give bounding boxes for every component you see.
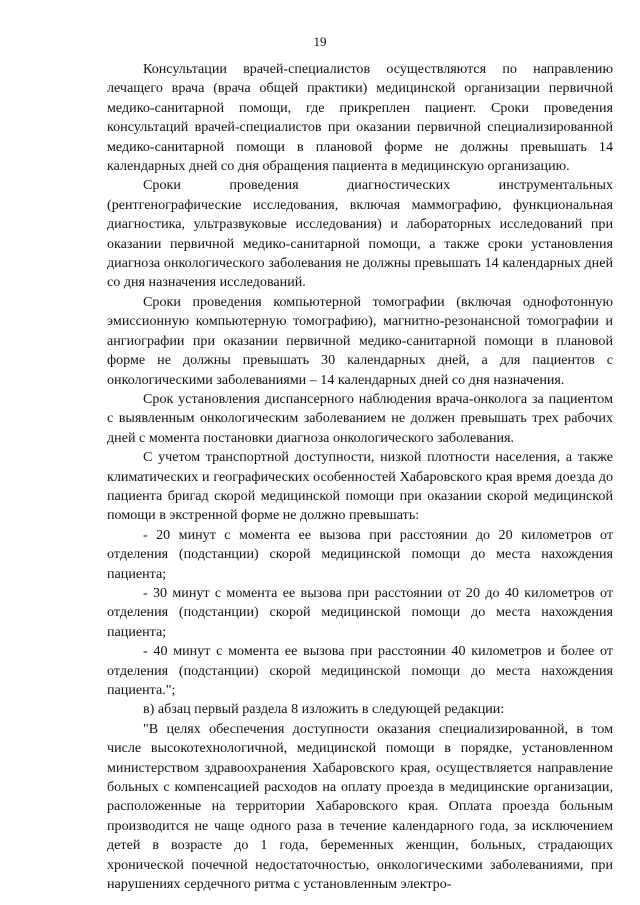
paragraph-oncologist-observation: Срок установления диспансерного наблюдения врача-онколога за пациентом с выявленным онкологическим заболеванием не должен превышать трех рабочих дней с момента постановки диагноза онкологического заболевания. xyxy=(107,390,613,446)
list-item-40-minutes: - 40 минут с момента ее вызова при расстоянии 40 километров и более от отделения (подстанции) скорой медицинской помощи до места нахождения пациента."; xyxy=(107,643,613,698)
paragraph-specialist-consultations: Консультации врачей-специалистов осуществляются по направлению лечащего врача (врача общей практики) медицинской организации первичной медико-санитарной помощи, где прикреплен пациент. Сроки проведения консультаций врачей-специалистов при оказании первичной специализированной медико-санитарной помощи в плановой форме не должны превышать 14 календарных дней со дня обращения пациента в медицинскую организацию. xyxy=(107,61,613,175)
list-item-20-minutes: - 20 минут с момента ее вызова при расстоянии до 20 километров от отделения (подстанции) скорой медицинской помощи до места нахождения пациента; xyxy=(107,526,613,582)
paragraph-specialized-care-travel: "В целях обеспечения доступности оказания специализированной, в том числе высокотехнологичной, медицинской помощи в порядке, установленном министерством здравоохранения Хабаровского края, осуществляется направление больных с компенсацией расходов на оплату проезда в медицинские организации, расположенные на территории Хабаровского края. Оплата проезда больным производится не чаще одного раза в течение календарного года, за исключением детей в возрасте до 1 года, беременных женщин, больных, страдающих хронической почечной недостаточностью, онкологическими заболеваниями, при нарушениях сердечного ритма с установленным электро- xyxy=(107,720,613,893)
document-body xyxy=(107,60,613,894)
list-item-30-minutes: - 30 минут с момента ее вызова при расстоянии от 20 до 40 километров от отделения (подстанции) скорой медицинской помощи до места нахождения пациента; xyxy=(107,584,613,640)
paragraph-tomography-timelines: Сроки проведения компьютерной томографии (включая однофотонную эмиссионную компьютерную томографию), магнитно-резонансной томографии и ангиографии при оказании первичной медико-санитарной помощи в плановой форме не должны превышать 30 календарных дней, а для пациентов с онкологическими заболеваниями – 14 календарных дней со дня назначения. xyxy=(107,293,613,388)
paragraph-diagnostic-timelines: Сроки проведения диагностических инструментальных (рентгенографические исследования, включая маммографию, функциональная диагностика, ультразвуковые исследования) и лабораторных исследований при оказании первичной медико-санитарной помощи, а также сроки установления диагноза онкологического заболевания не должны превышать 14 календарных дней со дня назначения исследований. xyxy=(107,177,613,291)
page-number: 19 xyxy=(313,34,327,49)
paragraph-amendment-section-8: в) абзац первый раздела 8 изложить в следующей редакции: xyxy=(143,701,505,718)
paragraph-ambulance-arrival: С учетом транспортной доступности, низкой плотности населения, а также климатических и географических особенностей Хабаровского края время доезда до пациента бригад скорой медицинской помощи при оказании скорой медицинской помощи в экстренной форме не должно превышать: xyxy=(107,449,613,524)
